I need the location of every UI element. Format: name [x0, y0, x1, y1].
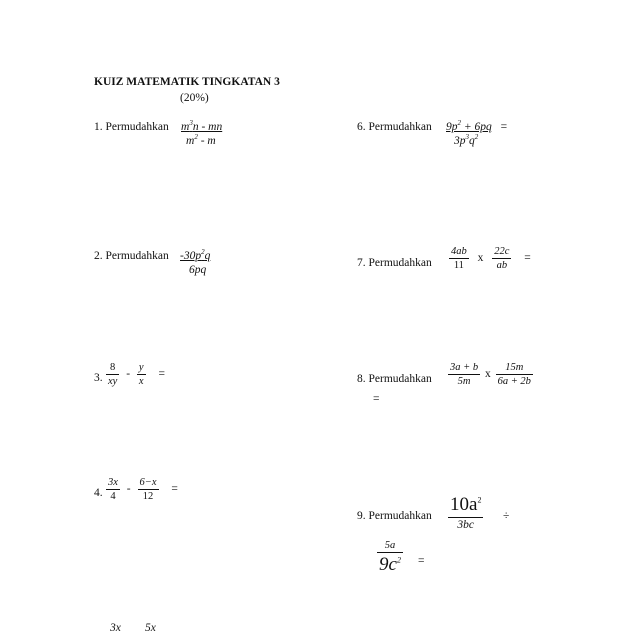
q4-label: 4.: [94, 487, 103, 499]
q8-expression: $\frac{3a + b}{5m}$ x $\frac{15m}{6a + 2b}$: [450, 362, 531, 387]
q9-divide-sign: ÷: [503, 510, 510, 522]
quiz-title: KUIZ MATEMATIK TINGKATAN 3: [94, 76, 280, 88]
q1-numerator: $m^3n$ - mn: [181, 119, 223, 133]
q7-fraction-2: $\frac{22c}{ab}$: [494, 246, 510, 271]
q3-fraction-2: $\frac{y}{x}$: [138, 362, 144, 387]
q8-label: 8. Permudahkan: [357, 373, 432, 385]
q4-expression: $\frac{3x}{4}$ - $\frac{6-x}{12}$ =: [108, 477, 178, 502]
q8-fraction-1: $\frac{3a + b}{5m}$: [450, 362, 479, 387]
q4-fraction-2: $\frac{6-x}{12}$: [139, 477, 157, 502]
q5-partial-left: 3x: [110, 622, 121, 634]
q1-denominator: $m^2$ - m: [186, 133, 216, 147]
q1-label: 1. Permudahkan: [94, 121, 169, 133]
q5-partial-right: 5x: [145, 622, 156, 634]
q3-label: 3.: [94, 372, 103, 384]
q6-denominator: $3p^3q^2$: [454, 133, 479, 147]
q6-label: 6. Permudahkan: [357, 121, 432, 133]
q3-fraction-1: $\frac{8}{xy}$: [108, 362, 118, 387]
q2-numerator: $-30p^2q$: [180, 248, 211, 262]
q2-denominator: 6pq: [189, 264, 207, 276]
q7-label: 7. Permudahkan: [357, 257, 432, 269]
q9-fraction-1: $\frac{10a^2}{3bc}$: [450, 494, 482, 531]
q7-fraction-1: $\frac{4ab}{11}$: [451, 246, 467, 271]
q9-label: 9. Permudahkan: [357, 510, 432, 522]
q9-equals: =: [418, 555, 425, 567]
q7-expression: $\frac{4ab}{11}$ x $\frac{22c}{ab}$ =: [451, 246, 531, 271]
q3-expression: $\frac{8}{xy}$ - $\frac{y}{x}$ =: [108, 362, 165, 387]
q8-equals: =: [373, 393, 380, 405]
quiz-weight: (20%): [180, 92, 209, 104]
q6-numerator: $9p^2 + 6pq$ =: [446, 119, 508, 133]
q4-fraction-1: $\frac{3x}{4}$: [108, 477, 118, 502]
q8-fraction-2: $\frac{15m}{6a + 2b}$: [497, 362, 531, 387]
q9-fraction-2: $\frac{5a}{9c^2}$: [379, 540, 401, 575]
q2-label: 2. Permudahkan: [94, 250, 169, 262]
